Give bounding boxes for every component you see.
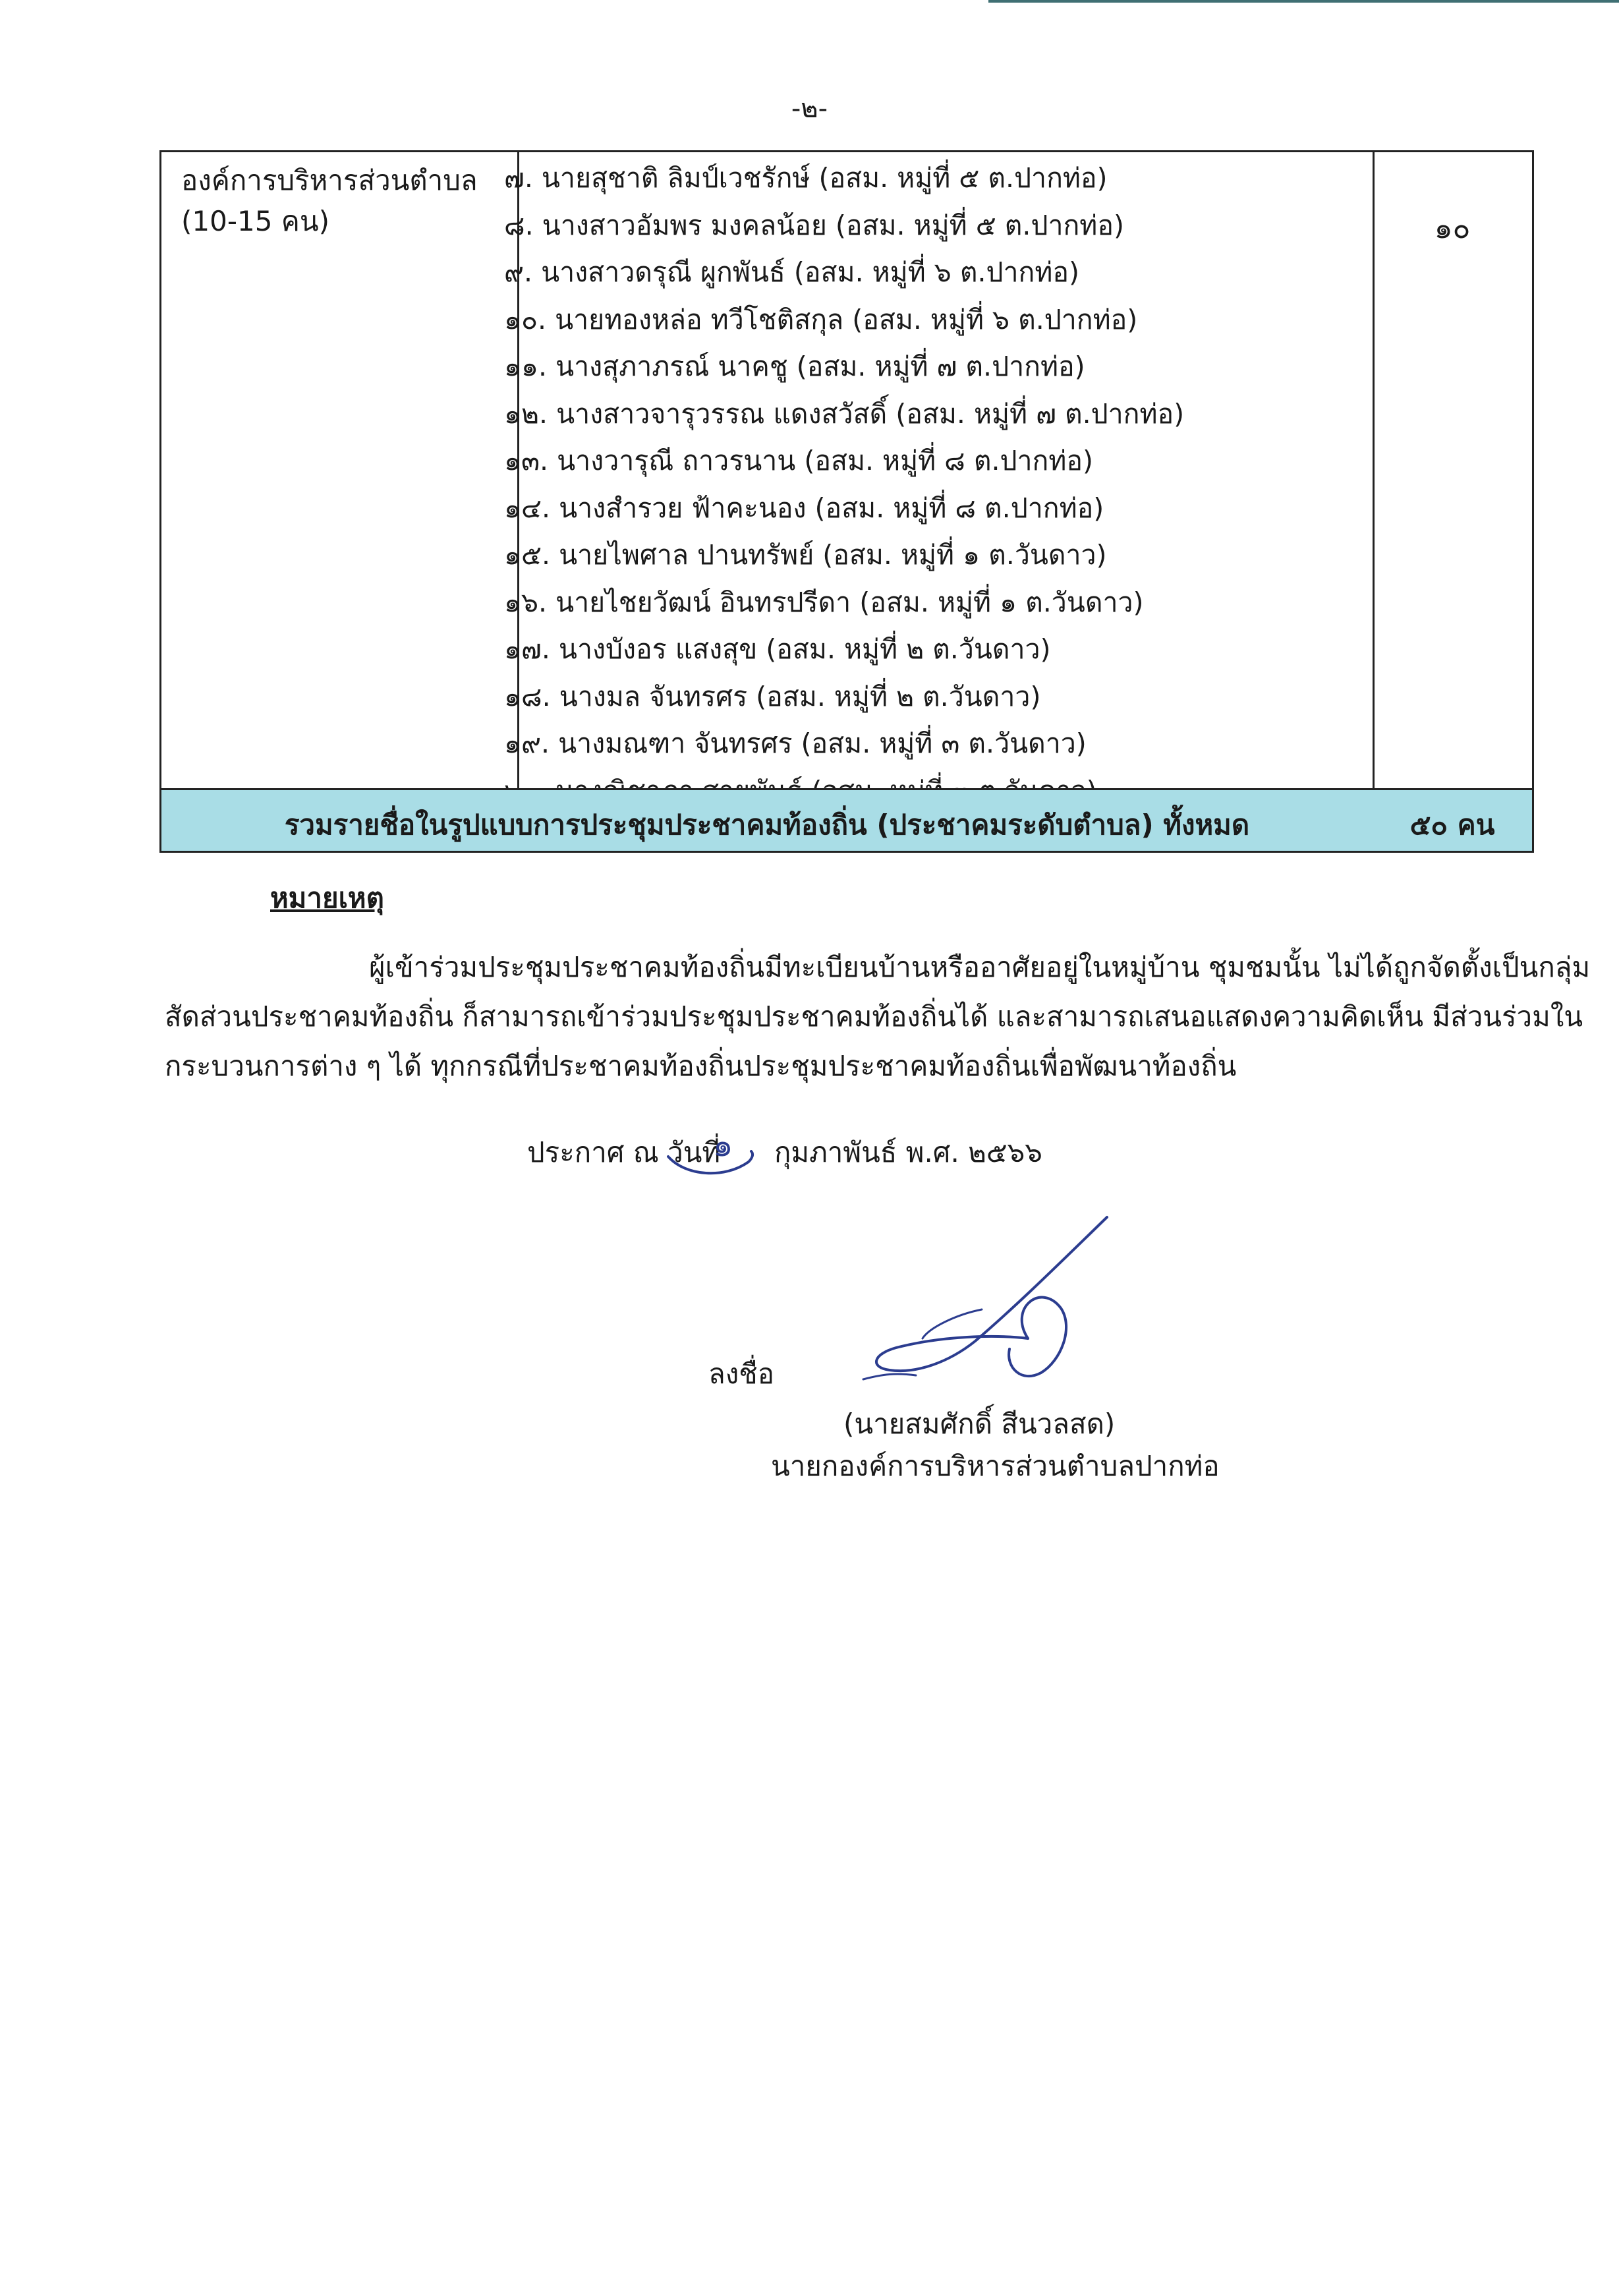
member-item: ๑๑. นางสุภาภรณ์ นาคชู (อสม. หมู่ที่ ๗ ต.ปากท่อ): [504, 351, 1085, 382]
signer-title: นายกองค์การบริหารส่วนตำบลปากท่อ: [771, 1450, 1220, 1482]
signer-name: (นายสมศักดิ์ สีนวลสด): [843, 1408, 1116, 1440]
quota-value: ๑๐: [1434, 212, 1471, 245]
member-item: ๑๖. นายไชยวัฒน์ อินทรปรีดา (อสม. หมู่ที่ ๑ ต.วันดาว): [504, 586, 1144, 618]
member-item: ๑๕. นายไพศาล ปานทรัพย์ (อสม. หมู่ที่ ๑ ต.วันดาว): [504, 539, 1107, 571]
note-line: สัดส่วนประชาคมท้องถิ่น ก็สามารถเข้าร่วมประชุมประชาคมท้องถิ่นได้ และสามารถเสนอแสดงความคิดเห็น มีส่วนร่วมใน: [165, 1000, 1583, 1033]
member-item: ๑๗. นางบังอร แสงสุข (อสม. หมู่ที่ ๒ ต.วันดาว): [504, 633, 1051, 665]
announcement-day-handwritten: ๑: [713, 1127, 733, 1164]
member-item: ๑๐. นายทองหล่อ ทวีโชติสกุล (อสม. หมู่ที่ ๖ ต.ปากท่อ): [504, 303, 1138, 335]
announcement-prefix: ประกาศ ณ วันที่: [527, 1136, 721, 1168]
announcement-month-year: กุมภาพันธ์ พ.ศ. ๒๕๖๖: [774, 1136, 1042, 1168]
scan-edge-line: [988, 0, 1619, 3]
table-column-divider: [1373, 152, 1375, 851]
handwritten-underline-mark: [666, 1150, 758, 1183]
group-size: (10-15 คน): [181, 205, 329, 237]
total-label: รวมรายชื่อในรูปแบบการประชุมประชาคมท้องถิ่น (ประชาคมระดับตำบล) ทั้งหมด: [284, 809, 1250, 841]
member-item: ๑๓. นางวารุณี ถาวรนาน (อสม. หมู่ที่ ๘ ต.ปากท่อ): [504, 445, 1094, 476]
member-item: ๙. นางสาวดรุณี ผูกพันธ์ (อสม. หมู่ที่ ๖ ต.ปากท่อ): [504, 256, 1079, 288]
member-item: ๑๔. นางสำรวย ฟ้าคะนอง (อสม. หมู่ที่ ๘ ต.ปากท่อ): [504, 492, 1104, 524]
handwritten-signature: [843, 1209, 1120, 1387]
group-name: องค์การบริหารส่วนตำบล: [181, 164, 478, 196]
total-value: ๕๐ คน: [1409, 809, 1495, 841]
member-list: [504, 155, 1361, 815]
note-line: ผู้เข้าร่วมประชุมประชาคมท้องถิ่นมีทะเบียนบ้านหรืออาศัยอยู่ในหมู่บ้าน ชุมชมนั้น ไม่ได้ถูกจัดตั้งเป็นกลุ่ม: [369, 951, 1591, 983]
member-item: ๑๙. นางมณฑา จันทรศร (อสม. หมู่ที่ ๓ ต.วันดาว): [504, 728, 1087, 759]
member-item: ๑๘. นางมล จันทรศร (อสม. หมู่ที่ ๒ ต.วันดาว): [504, 680, 1041, 712]
participant-table: [159, 150, 1534, 853]
member-item: ๗. นายสุชาติ ลิมป์เวชรักษ์ (อสม. หมู่ที่ ๕ ต.ปากท่อ): [504, 162, 1108, 194]
signature-label: ลงชื่อ: [708, 1358, 774, 1390]
member-item: ๘. นางสาวอัมพร มงคลน้อย (อสม. หมู่ที่ ๕ ต.ปากท่อ): [504, 209, 1124, 241]
note-title: หมายเหตุ: [270, 882, 384, 914]
page-number: -๒-: [791, 94, 828, 124]
note-line: กระบวนการต่าง ๆ ได้ ทุกกรณีที่ประชาคมท้องถิ่นประชุมประชาคมท้องถิ่นเพื่อพัฒนาท้องถิ่น: [165, 1050, 1237, 1082]
member-item: ๑๒. นางสาวจารุวรรณ แดงสวัสดิ์ (อสม. หมู่ที่ ๗ ต.ปากท่อ): [504, 397, 1185, 430]
total-row: [161, 788, 1532, 851]
